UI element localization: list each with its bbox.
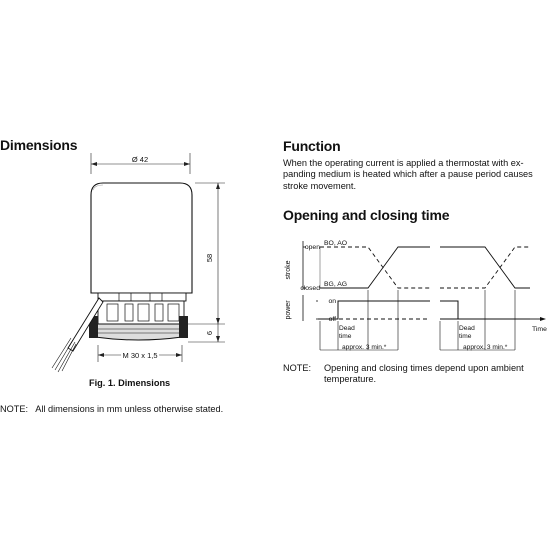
power-axis-label: power: [285, 300, 292, 320]
timing-heading: Opening and closing time: [283, 207, 450, 223]
actuator-dimension-drawing: [0, 150, 250, 380]
stroke-axis-label: stroke: [285, 260, 292, 280]
timing-note-label: NOTE:: [283, 363, 312, 373]
power-signal: [318, 301, 546, 321]
timing-note-line-2: temperature.: [324, 374, 377, 385]
figure-caption: Fig. 1. Dimensions: [89, 378, 171, 388]
timing-note-line-1: Opening and closing times depend upon ambient: [324, 363, 524, 373]
function-line-2: panding medium is heated which after a pause period causes: [283, 169, 533, 180]
approx-label-1: approx. 3 min.*: [342, 344, 387, 351]
dimensions-note: NOTE: All dimensions in mm unless otherwise stated.: [0, 404, 224, 414]
timing-diagram: [280, 230, 550, 360]
approx-label-2: approx. 3 min.*: [463, 344, 508, 351]
dimensions-heading: Dimensions: [0, 137, 78, 153]
dead-time-label-2a: Dead: [459, 325, 475, 332]
function-text: [283, 158, 550, 192]
bg-ag-label: BG, AG: [324, 281, 348, 288]
dead-time-label-1a: Dead: [339, 325, 355, 332]
thread-dimension: [98, 345, 182, 362]
dead-time-label-2b: time: [459, 333, 472, 340]
bo-ao-label: BO, AO: [324, 240, 348, 247]
function-line-3: stroke movement.: [283, 180, 357, 191]
open-label: open: [304, 244, 320, 251]
height-label: 58: [205, 253, 214, 263]
diameter-label: Ø 42: [131, 155, 149, 164]
dead-time-label-1b: time: [339, 333, 352, 340]
thread-label: M 30 x 1,5: [122, 351, 158, 360]
diameter-dimension: [91, 153, 190, 174]
time-label: Time: [532, 326, 547, 333]
actuator-body: [89, 183, 192, 340]
stroke-curves: [320, 247, 530, 288]
height-dimension: [188, 183, 225, 342]
on-label: on: [328, 298, 336, 305]
closed-label: closed: [300, 285, 320, 292]
function-heading: Function: [283, 138, 341, 154]
off-label: off: [328, 316, 336, 323]
thread-height-label: 6: [205, 330, 214, 336]
function-line-1: When the operating current is applied a thermostat with ex-: [283, 158, 524, 168]
timing-note: [324, 363, 549, 386]
